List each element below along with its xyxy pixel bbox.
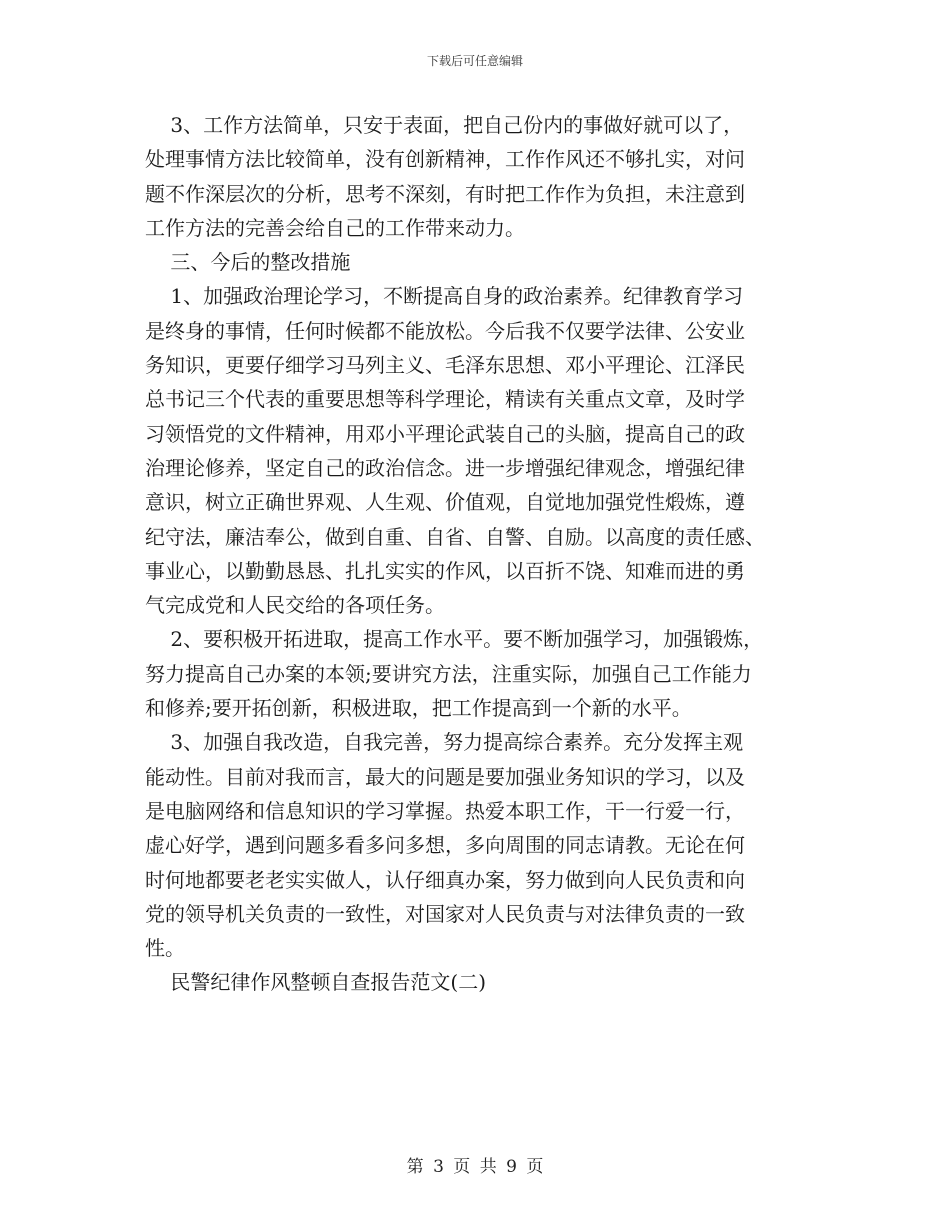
page-footer: 第 3 页 共 9 页	[406, 1157, 544, 1177]
text-line: 纪守法，廉洁奉公，做到自重、自省、自警、自励。以高度的责任感、	[145, 524, 765, 549]
text-line: 性。	[145, 936, 185, 961]
text-line: 虚心好学，遇到问题多看多问多想，多向周围的同志请教。无论在何	[145, 833, 745, 858]
page-header: 下载后可任意编辑	[426, 54, 523, 68]
text-line: 三、今后的整改措施	[145, 250, 351, 275]
text-line: 工作方法的完善会给自己的工作带来动力。	[145, 215, 525, 240]
text-line: 治理论修养，坚定自己的政治信念。进一步增强纪律观念，增强纪律	[145, 455, 745, 480]
text-line: 努力提高自己办案的本领;要讲究方法，注重实际，加强自己工作能力	[145, 661, 752, 686]
text-line: 习领悟党的文件精神，用邓小平理论武装自己的头脑，提高自己的政	[145, 421, 745, 446]
text-line: 是终身的事情，任何时候都不能放松。今后我不仅要学法律、公安业	[145, 318, 745, 343]
text-line: 民警纪律作风整顿自查报告范文(二)	[145, 970, 487, 995]
text-line: 能动性。目前对我而言，最大的问题是要加强业务知识的学习，以及	[145, 764, 745, 789]
text-line: 3、工作方法简单，只安于表面，把自己份内的事做好就可以了，	[145, 113, 744, 137]
text-line: 气完成党和人民交给的各项任务。	[145, 593, 445, 618]
text-line: 和修养;要开拓创新，积极进取，把工作提高到一个新的水平。	[145, 696, 692, 721]
text-line: 3、加强自我改造，自我完善，努力提高综合素养。充分发挥主观	[145, 730, 744, 755]
text-line: 事业心，以勤勤恳恳、扎扎实实的作风，以百折不饶、知难而进的勇	[145, 558, 745, 583]
text-line: 意识，树立正确世界观、人生观、价值观，自觉地加强党性煅炼，遵	[145, 490, 745, 515]
text-line: 务知识，更要仔细学习马列主义、毛泽东思想、邓小平理论、江泽民	[145, 353, 745, 378]
text-line: 党的领导机关负责的一致性，对国家对人民负责与对法律负责的一致	[145, 901, 745, 926]
text-line: 处理事情方法比较简单，没有创新精神，工作作风还不够扎实，对问	[145, 147, 745, 172]
text-line: 是电脑网络和信息知识的学习掌握。热爱本职工作，干一行爱一行，	[145, 798, 745, 823]
text-line: 题不作深层次的分析，思考不深刻，有时把工作作为负担，未注意到	[145, 181, 745, 206]
text-line: 1、加强政治理论学习，不断提高自身的政治素养。纪律教育学习	[145, 284, 744, 309]
document-body	[145, 108, 817, 1000]
text-line: 总书记三个代表的重要思想等科学理论，精读有关重点文章，及时学	[145, 387, 745, 412]
text-line: 时何地都要老老实实做人，认仔细真办案，努力做到向人民负责和向	[145, 867, 745, 892]
text-line: 2、要积极开拓进取，提高工作水平。要不断加强学习，加强锻炼，	[145, 627, 764, 652]
